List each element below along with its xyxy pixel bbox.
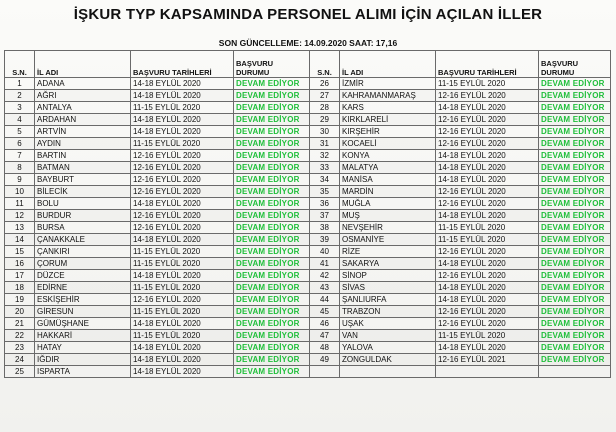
cell-basvuru-durumu-right: DEVAM EDİYOR: [539, 126, 611, 138]
cell-basvuru-tarihi-right: 14-18 EYLÜL 2020: [436, 258, 539, 270]
cell-il-adi: ARTVİN: [35, 126, 131, 138]
table-row: [5, 126, 611, 138]
cell-sn: 14: [5, 234, 35, 246]
cell-sn: 13: [5, 222, 35, 234]
cell-il-adi-right: KONYA: [340, 150, 436, 162]
cell-basvuru-tarihi-right: 12-16 EYLÜL 2021: [436, 354, 539, 366]
cell-basvuru-tarihi-right: 14-18 EYLÜL 2020: [436, 342, 539, 354]
cell-sn: 23: [5, 342, 35, 354]
cell-basvuru-tarihi-right: 11-15 EYLÜL 2020: [436, 330, 539, 342]
cell-basvuru-durumu-right: DEVAM EDİYOR: [539, 186, 611, 198]
cell-il-adi-right: KIRŞEHİR: [340, 126, 436, 138]
cell-basvuru-tarihi-right: 11-15 EYLÜL 2020: [436, 78, 539, 90]
header-basvuru-tarihleri: BAŞVURU TARİHLERİ: [131, 51, 234, 78]
cell-il-adi-right: MALATYA: [340, 162, 436, 174]
cell-il-adi: ESKİŞEHİR: [35, 294, 131, 306]
cell-sn-right: 49: [310, 354, 340, 366]
cell-basvuru-durumu: DEVAM EDİYOR: [234, 246, 310, 258]
cell-sn: 22: [5, 330, 35, 342]
cell-il-adi-right: RİZE: [340, 246, 436, 258]
cell-basvuru-tarihi: 14-18 EYLÜL 2020: [131, 234, 234, 246]
cell-il-adi-right: SİNOP: [340, 270, 436, 282]
cell-il-adi: AĞRI: [35, 90, 131, 102]
cell-il-adi-right: ŞANLIURFA: [340, 294, 436, 306]
cell-basvuru-durumu-right: DEVAM EDİYOR: [539, 210, 611, 222]
table-row: [5, 234, 611, 246]
table-row: [5, 366, 611, 378]
table-row: [5, 342, 611, 354]
cell-sn: 2: [5, 90, 35, 102]
cell-basvuru-tarihi: 14-18 EYLÜL 2020: [131, 318, 234, 330]
cell-il-adi: ANTALYA: [35, 102, 131, 114]
cell-il-adi-right: UŞAK: [340, 318, 436, 330]
cell-basvuru-durumu: DEVAM EDİYOR: [234, 234, 310, 246]
cell-sn-right: 38: [310, 222, 340, 234]
cell-basvuru-durumu-right: DEVAM EDİYOR: [539, 294, 611, 306]
cell-basvuru-tarihi-right: 14-18 EYLÜL 2020: [436, 294, 539, 306]
table-row: [5, 306, 611, 318]
table-row: [5, 186, 611, 198]
header-durum-line1-right: BAŞVURU: [541, 59, 579, 68]
cell-sn-right: 27: [310, 90, 340, 102]
cell-sn-right: 26: [310, 78, 340, 90]
cell-sn-right: 41: [310, 258, 340, 270]
cell-basvuru-durumu: DEVAM EDİYOR: [234, 270, 310, 282]
cell-il-adi: BOLU: [35, 198, 131, 210]
cell-basvuru-tarihi-right: 12-16 EYLÜL 2020: [436, 318, 539, 330]
cell-basvuru-tarihi-right: 14-18 EYLÜL 2020: [436, 210, 539, 222]
cell-basvuru-durumu: DEVAM EDİYOR: [234, 354, 310, 366]
cell-sn-right: 42: [310, 270, 340, 282]
cell-il-adi-right: MUŞ: [340, 210, 436, 222]
cell-sn-right: 48: [310, 342, 340, 354]
cell-basvuru-tarihi-right: 12-16 EYLÜL 2020: [436, 246, 539, 258]
cell-il-adi-right: KOCAELİ: [340, 138, 436, 150]
cell-basvuru-durumu: DEVAM EDİYOR: [234, 102, 310, 114]
table-row: [5, 354, 611, 366]
cell-il-adi-right: NEVŞEHİR: [340, 222, 436, 234]
cell-sn: 18: [5, 282, 35, 294]
table-row: [5, 282, 611, 294]
cell-sn: 1: [5, 78, 35, 90]
cell-basvuru-tarihi-right: 12-16 EYLÜL 2020: [436, 270, 539, 282]
cell-sn: 25: [5, 366, 35, 378]
cell-basvuru-tarihi-right: 12-16 EYLÜL 2020: [436, 198, 539, 210]
cell-basvuru-tarihi: 11-15 EYLÜL 2020: [131, 102, 234, 114]
cell-basvuru-durumu-right: DEVAM EDİYOR: [539, 138, 611, 150]
cell-sn-right: 45: [310, 306, 340, 318]
table-row: [5, 138, 611, 150]
table-row: [5, 258, 611, 270]
cell-il-adi: BİLECİK: [35, 186, 131, 198]
cell-basvuru-durumu: DEVAM EDİYOR: [234, 294, 310, 306]
header-durum-line1: BAŞVURU: [236, 59, 274, 68]
cell-basvuru-durumu: DEVAM EDİYOR: [234, 78, 310, 90]
cell-sn-right: 37: [310, 210, 340, 222]
cell-il-adi-right: MANİSA: [340, 174, 436, 186]
cell-il-adi: GÜMÜŞHANE: [35, 318, 131, 330]
cell-basvuru-durumu-right: DEVAM EDİYOR: [539, 198, 611, 210]
cell-basvuru-tarihi-right: 14-18 EYLÜL 2020: [436, 282, 539, 294]
cell-sn: 6: [5, 138, 35, 150]
cell-sn: 3: [5, 102, 35, 114]
cell-sn-right: 30: [310, 126, 340, 138]
cell-basvuru-tarihi: 12-16 EYLÜL 2020: [131, 186, 234, 198]
cell-il-adi: ÇORUM: [35, 258, 131, 270]
cell-sn: 8: [5, 162, 35, 174]
cell-basvuru-tarihi: 14-18 EYLÜL 2020: [131, 366, 234, 378]
cell-basvuru-durumu-right: DEVAM EDİYOR: [539, 234, 611, 246]
cell-basvuru-tarihi: 12-16 EYLÜL 2020: [131, 222, 234, 234]
cell-sn-right: 44: [310, 294, 340, 306]
cell-sn: 9: [5, 174, 35, 186]
cell-sn: 10: [5, 186, 35, 198]
cell-basvuru-tarihi-right: 12-16 EYLÜL 2020: [436, 138, 539, 150]
cell-basvuru-tarihi: 14-18 EYLÜL 2020: [131, 270, 234, 282]
cell-il-adi: GİRESUN: [35, 306, 131, 318]
table-row: [5, 150, 611, 162]
cell-basvuru-tarihi: 14-18 EYLÜL 2020: [131, 90, 234, 102]
cell-basvuru-tarihi: 12-16 EYLÜL 2020: [131, 150, 234, 162]
cell-basvuru-tarihi: 11-15 EYLÜL 2020: [131, 258, 234, 270]
cell-sn-right: 33: [310, 162, 340, 174]
cell-basvuru-tarihi: 11-15 EYLÜL 2020: [131, 138, 234, 150]
cell-il-adi-right: SAKARYA: [340, 258, 436, 270]
cell-basvuru-durumu: DEVAM EDİYOR: [234, 306, 310, 318]
cell-basvuru-durumu: DEVAM EDİYOR: [234, 90, 310, 102]
cell-sn: 19: [5, 294, 35, 306]
cell-basvuru-durumu: DEVAM EDİYOR: [234, 210, 310, 222]
header-basvuru-durumu-right: [539, 51, 611, 78]
cell-basvuru-tarihi: 12-16 EYLÜL 2020: [131, 162, 234, 174]
table-row: [5, 318, 611, 330]
provinces-table: [4, 50, 611, 378]
cell-basvuru-durumu-right: DEVAM EDİYOR: [539, 162, 611, 174]
cell-il-adi: ISPARTA: [35, 366, 131, 378]
table-row: [5, 246, 611, 258]
table-row: [5, 210, 611, 222]
cell-sn-right: 32: [310, 150, 340, 162]
cell-basvuru-durumu-right: DEVAM EDİYOR: [539, 354, 611, 366]
cell-sn-right: 40: [310, 246, 340, 258]
cell-il-adi-right: MARDİN: [340, 186, 436, 198]
cell-basvuru-tarihi: 11-15 EYLÜL 2020: [131, 306, 234, 318]
table-row: [5, 114, 611, 126]
cell-basvuru-tarihi-right: 11-15 EYLÜL 2020: [436, 222, 539, 234]
cell-sn: 17: [5, 270, 35, 282]
header-il-adi: İL ADI: [35, 51, 131, 78]
cell-basvuru-tarihi-right: 12-16 EYLÜL 2020: [436, 114, 539, 126]
cell-sn: 7: [5, 150, 35, 162]
cell-sn: 21: [5, 318, 35, 330]
cell-sn-right: 36: [310, 198, 340, 210]
cell-il-adi: ÇANAKKALE: [35, 234, 131, 246]
cell-basvuru-durumu-right: [539, 366, 611, 378]
cell-sn-right: 39: [310, 234, 340, 246]
header-il-adi-right: İL ADI: [340, 51, 436, 78]
table-body: [5, 78, 611, 378]
cell-basvuru-durumu-right: DEVAM EDİYOR: [539, 246, 611, 258]
cell-basvuru-tarihi-right: 11-15 EYLÜL 2020: [436, 234, 539, 246]
cell-il-adi: HAKKARİ: [35, 330, 131, 342]
cell-basvuru-durumu: DEVAM EDİYOR: [234, 282, 310, 294]
cell-basvuru-tarihi: 12-16 EYLÜL 2020: [131, 210, 234, 222]
cell-basvuru-tarihi-right: 12-16 EYLÜL 2020: [436, 186, 539, 198]
cell-basvuru-durumu-right: DEVAM EDİYOR: [539, 258, 611, 270]
table-row: [5, 78, 611, 90]
cell-il-adi: BAYBURT: [35, 174, 131, 186]
cell-basvuru-durumu-right: DEVAM EDİYOR: [539, 150, 611, 162]
cell-il-adi-right: KARS: [340, 102, 436, 114]
cell-il-adi-right: MUĞLA: [340, 198, 436, 210]
cell-basvuru-durumu: DEVAM EDİYOR: [234, 138, 310, 150]
cell-basvuru-durumu-right: DEVAM EDİYOR: [539, 114, 611, 126]
cell-basvuru-durumu-right: DEVAM EDİYOR: [539, 306, 611, 318]
cell-sn: 4: [5, 114, 35, 126]
cell-il-adi: BATMAN: [35, 162, 131, 174]
cell-il-adi-right: TRABZON: [340, 306, 436, 318]
cell-basvuru-tarihi: 12-16 EYLÜL 2020: [131, 174, 234, 186]
cell-basvuru-durumu: DEVAM EDİYOR: [234, 198, 310, 210]
table-row: [5, 270, 611, 282]
cell-il-adi: IĞDIR: [35, 354, 131, 366]
cell-basvuru-tarihi: 14-18 EYLÜL 2020: [131, 354, 234, 366]
cell-basvuru-durumu-right: DEVAM EDİYOR: [539, 282, 611, 294]
cell-sn: 5: [5, 126, 35, 138]
cell-basvuru-durumu: DEVAM EDİYOR: [234, 366, 310, 378]
cell-basvuru-tarihi: 14-18 EYLÜL 2020: [131, 342, 234, 354]
cell-basvuru-durumu: DEVAM EDİYOR: [234, 114, 310, 126]
cell-sn: 11: [5, 198, 35, 210]
table-row: [5, 174, 611, 186]
cell-il-adi: BURSA: [35, 222, 131, 234]
cell-sn: 12: [5, 210, 35, 222]
cell-sn: 15: [5, 246, 35, 258]
cell-il-adi-right: SİVAS: [340, 282, 436, 294]
cell-basvuru-durumu: DEVAM EDİYOR: [234, 186, 310, 198]
cell-il-adi-right: KAHRAMANMARAŞ: [340, 90, 436, 102]
cell-basvuru-durumu-right: DEVAM EDİYOR: [539, 342, 611, 354]
cell-sn-right: [310, 366, 340, 378]
cell-basvuru-tarihi: 11-15 EYLÜL 2020: [131, 282, 234, 294]
cell-basvuru-durumu-right: DEVAM EDİYOR: [539, 330, 611, 342]
cell-basvuru-tarihi: 14-18 EYLÜL 2020: [131, 198, 234, 210]
cell-sn-right: 47: [310, 330, 340, 342]
cell-il-adi-right: YALOVA: [340, 342, 436, 354]
cell-basvuru-tarihi-right: 12-16 EYLÜL 2020: [436, 126, 539, 138]
cell-il-adi-right: İZMİR: [340, 78, 436, 90]
cell-basvuru-durumu: DEVAM EDİYOR: [234, 330, 310, 342]
cell-basvuru-durumu-right: DEVAM EDİYOR: [539, 222, 611, 234]
cell-basvuru-durumu-right: DEVAM EDİYOR: [539, 78, 611, 90]
cell-il-adi: ÇANKIRI: [35, 246, 131, 258]
header-basvuru-durumu: [234, 51, 310, 78]
cell-basvuru-durumu-right: DEVAM EDİYOR: [539, 102, 611, 114]
header-sn: S.N.: [5, 51, 35, 78]
table-row: [5, 198, 611, 210]
cell-basvuru-tarihi-right: 14-18 EYLÜL 2020: [436, 150, 539, 162]
cell-basvuru-tarihi-right: 14-18 EYLÜL 2020: [436, 102, 539, 114]
header-basvuru-tarihleri-right: BAŞVURU TARİHLERİ: [436, 51, 539, 78]
cell-basvuru-durumu-right: DEVAM EDİYOR: [539, 174, 611, 186]
cell-basvuru-durumu: DEVAM EDİYOR: [234, 162, 310, 174]
cell-sn-right: 31: [310, 138, 340, 150]
table-row: [5, 330, 611, 342]
cell-basvuru-durumu-right: DEVAM EDİYOR: [539, 318, 611, 330]
last-updated-label: SON GÜNCELLEME: 14.09.2020 SAAT: 17,16: [218, 38, 398, 48]
cell-sn-right: 43: [310, 282, 340, 294]
cell-basvuru-tarihi-right: 14-18 EYLÜL 2020: [436, 174, 539, 186]
cell-il-adi-right: OSMANİYE: [340, 234, 436, 246]
cell-il-adi: AYDIN: [35, 138, 131, 150]
cell-il-adi: DÜZCE: [35, 270, 131, 282]
cell-basvuru-durumu: DEVAM EDİYOR: [234, 126, 310, 138]
cell-basvuru-tarihi: 12-16 EYLÜL 2020: [131, 294, 234, 306]
cell-il-adi-right: VAN: [340, 330, 436, 342]
cell-il-adi: ADANA: [35, 78, 131, 90]
cell-basvuru-tarihi: 14-18 EYLÜL 2020: [131, 114, 234, 126]
header-durum-line2: DURUMU: [236, 68, 270, 77]
cell-il-adi-right: ZONGULDAK: [340, 354, 436, 366]
cell-sn-right: 34: [310, 174, 340, 186]
cell-il-adi: ARDAHAN: [35, 114, 131, 126]
cell-basvuru-durumu: DEVAM EDİYOR: [234, 222, 310, 234]
table-row: [5, 222, 611, 234]
cell-sn-right: 46: [310, 318, 340, 330]
cell-sn: 16: [5, 258, 35, 270]
cell-basvuru-durumu: DEVAM EDİYOR: [234, 258, 310, 270]
cell-basvuru-durumu-right: DEVAM EDİYOR: [539, 90, 611, 102]
cell-il-adi-right: KIRKLARELİ: [340, 114, 436, 126]
cell-basvuru-tarihi-right: 12-16 EYLÜL 2020: [436, 306, 539, 318]
cell-basvuru-tarihi-right: [436, 366, 539, 378]
cell-basvuru-tarihi-right: 14-18 EYLÜL 2020: [436, 162, 539, 174]
cell-basvuru-tarihi: 11-15 EYLÜL 2020: [131, 246, 234, 258]
cell-sn-right: 35: [310, 186, 340, 198]
cell-basvuru-durumu: DEVAM EDİYOR: [234, 342, 310, 354]
cell-basvuru-durumu-right: DEVAM EDİYOR: [539, 270, 611, 282]
table-row: [5, 162, 611, 174]
cell-basvuru-durumu: DEVAM EDİYOR: [234, 318, 310, 330]
cell-basvuru-tarihi: 14-18 EYLÜL 2020: [131, 78, 234, 90]
header-durum-line2-right: DURUMU: [541, 68, 575, 77]
cell-sn: 24: [5, 354, 35, 366]
cell-basvuru-tarihi: 14-18 EYLÜL 2020: [131, 126, 234, 138]
cell-il-adi: EDİRNE: [35, 282, 131, 294]
table-row: [5, 90, 611, 102]
cell-basvuru-durumu: DEVAM EDİYOR: [234, 174, 310, 186]
cell-sn: 20: [5, 306, 35, 318]
cell-basvuru-durumu: DEVAM EDİYOR: [234, 150, 310, 162]
cell-il-adi-right: [340, 366, 436, 378]
cell-il-adi: BURDUR: [35, 210, 131, 222]
cell-basvuru-tarihi: 11-15 EYLÜL 2020: [131, 330, 234, 342]
page-title: İŞKUR TYP KAPSAMINDA PERSONEL ALIMI İÇİN AÇILAN İLLER: [73, 6, 543, 23]
cell-sn-right: 29: [310, 114, 340, 126]
cell-il-adi: BARTIN: [35, 150, 131, 162]
cell-il-adi: HATAY: [35, 342, 131, 354]
table-row: [5, 294, 611, 306]
cell-sn-right: 28: [310, 102, 340, 114]
table-row: [5, 102, 611, 114]
cell-basvuru-tarihi-right: 12-16 EYLÜL 2020: [436, 90, 539, 102]
header-sn-right: S.N.: [310, 51, 340, 78]
table-header-row: [5, 51, 611, 78]
